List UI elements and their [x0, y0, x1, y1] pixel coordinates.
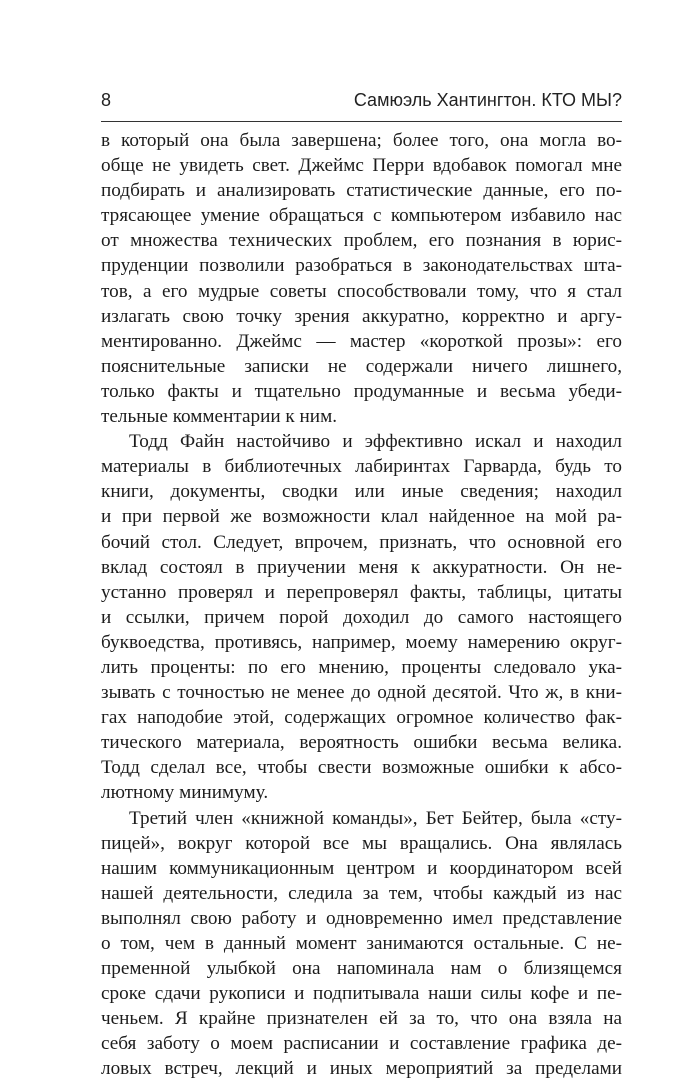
text-line: себя заботу о моем расписании и составление графика де-: [101, 1033, 622, 1055]
text-line: нашим коммуникационным центром и координатором всей: [101, 857, 622, 879]
text-line: излагать свою точку зрения аккуратно, корректно и аргу-: [101, 305, 622, 327]
text-line: Тодд Файн настойчиво и эффективно искал и находил: [129, 431, 622, 453]
text-line: и ссылки, причем порой доходил до самого настоящего: [101, 606, 622, 628]
text-line: вклад состоял в приучении меня к аккуратности. Он не-: [101, 556, 622, 578]
text-line: о том, чем в данный момент занимаются остальные. С не-: [101, 933, 622, 954]
running-title: Самюэль Хантингтон. КТО МЫ?: [353, 90, 622, 110]
text-line: ловых встреч, лекций и иных мероприятий за пределами: [101, 1058, 622, 1080]
text-line: тического материала, вероятность ошибки весьма велика.: [101, 732, 622, 754]
text-line: от множества технических проблем, его познания в юрис-: [101, 230, 622, 252]
text-line: трясающее умение обращаться с компьютером избавило нас: [101, 205, 622, 227]
text-line: выполнял свою работу и одновременно имел представление: [101, 907, 622, 929]
text-line: буквоедства, противясь, например, моему намерению округ-: [101, 631, 622, 653]
text-line: книги, документы, сводки или иные сведения; находил: [101, 481, 622, 503]
text-line: нашей деятельности, следила за тем, чтобы каждый из нас: [101, 882, 622, 904]
text-line: ментированно. Джеймс — мастер «короткой прозы»: его: [101, 330, 622, 352]
text-line: обще не увидеть свет. Джеймс Перри вдобавок помогал мне: [101, 155, 622, 177]
text-line: тов, а его мудрые советы способствовали тому, что я стал: [101, 280, 622, 302]
text-line: бочий стол. Следует, впрочем, признать, что основной его: [101, 531, 622, 553]
text-line: только факты и тщательно продуманные и весьма убеди-: [101, 380, 622, 402]
page-number: 8: [101, 90, 112, 110]
text-line: зывать с точностью не менее до одной десятой. Что ж, в кни-: [101, 682, 622, 704]
body-text: [101, 128, 622, 1082]
paragraph-1: [101, 128, 622, 429]
text-line: устанно проверял и перепроверял факты, таблицы, цитаты: [101, 581, 622, 603]
page-header: [101, 90, 622, 120]
text-line: пременной улыбкой она напоминала нам о близящемся: [101, 958, 622, 980]
text-line: подбирать и анализировать статистические данные, его по-: [101, 180, 622, 202]
text-line: гах наподобие этой, содержащих огромное количество фак-: [101, 707, 622, 729]
paragraph-3: [101, 806, 622, 1082]
text-line: материалы в библиотечных лабиринтах Гарварда, будь то: [101, 456, 622, 478]
text-line: лютному минимуму.: [101, 782, 269, 804]
paragraph-2: [101, 429, 622, 805]
text-line: Третий член «книжной команды», Бет Бейтер, была «сту-: [129, 807, 622, 829]
text-line: сроке сдачи рукописи и подпитывала наши силы кофе и пе-: [101, 983, 622, 1005]
text-line: пруденции позволили разобраться в законодательствах шта-: [101, 255, 622, 277]
header-rule: [101, 121, 622, 122]
text-line: Тодд сделал все, чтобы свести возможные ошибки к абсо-: [101, 757, 622, 779]
text-line: и при первой же возможности клал найденное на мой ра-: [101, 506, 622, 528]
text-line: пицей», вокруг которой все мы вращались. Она являлась: [101, 832, 622, 854]
text-line: в который она была завершена; более того, она могла во-: [101, 130, 622, 151]
text-line: ченьем. Я крайне признателен ей за то, что она взяла на: [101, 1008, 622, 1030]
text-line: лить проценты: по его мнению, проценты следовало ука-: [101, 656, 622, 678]
text-line: тельные комментарии к ним.: [101, 406, 338, 428]
text-line: пояснительные записки не содержали ничего лишнего,: [101, 355, 622, 377]
